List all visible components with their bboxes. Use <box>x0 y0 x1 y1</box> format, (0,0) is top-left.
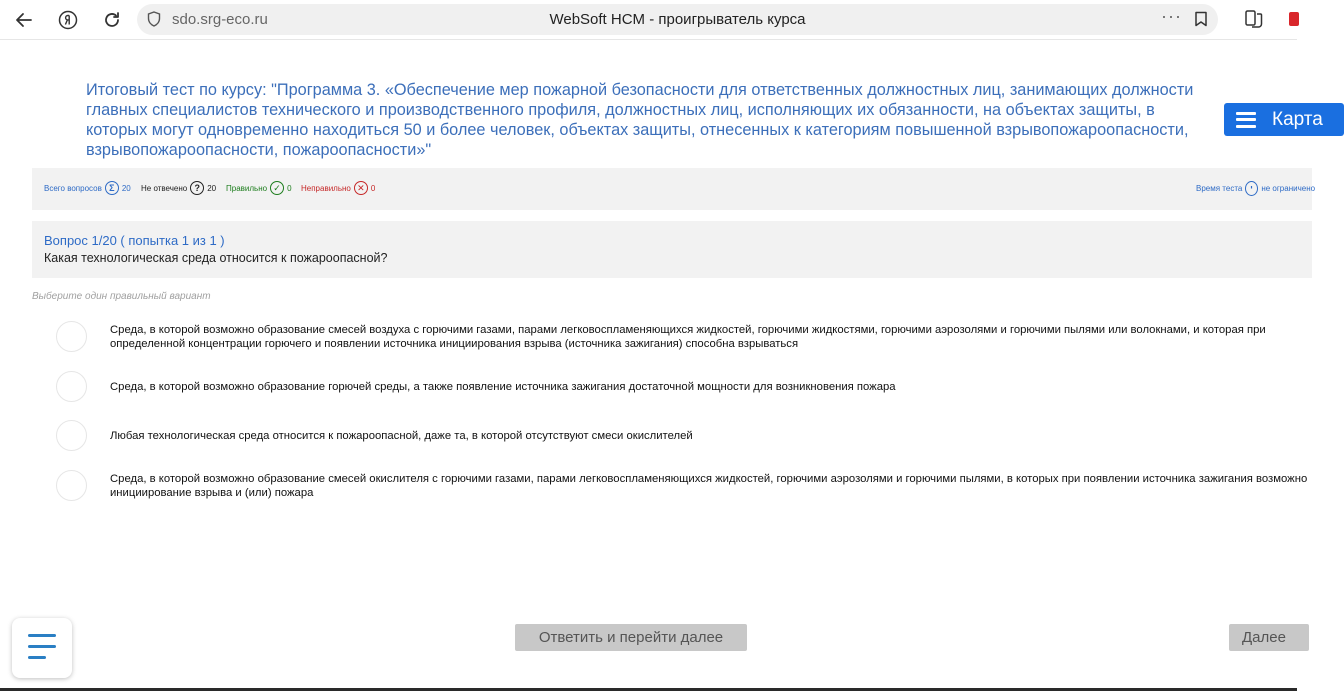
check-icon: ✓ <box>270 181 284 195</box>
extension-icon[interactable] <box>1289 12 1299 26</box>
stat-correct-value: 0 <box>287 183 292 193</box>
question-number: Вопрос 1/20 ( попытка 1 из 1 ) <box>44 233 225 248</box>
address-bar[interactable] <box>137 4 1218 35</box>
question-mark-icon: ? <box>190 181 204 195</box>
stat-correct <box>226 181 292 195</box>
answer-text-1[interactable]: Среда, в которой возможно образование смесей воздуха с горючими газами, парами легковоспламеняющихся жидкостей, горючими жидкостями, горючими аэрозолями и горючими пылями или волокнами, и которая при определенной концентрации горючего и появлении источника инициирования взрыва (источника зажигания) способна взрываться <box>110 324 1266 350</box>
question-text: Какая технологическая среда относится к пожароопасной? <box>44 251 388 265</box>
stat-total-value: 20 <box>121 183 131 193</box>
stat-time-label: Время теста <box>1196 184 1243 193</box>
answer-text-4[interactable]: Среда, в которой возможно образование смесей окислителя с горючими газами, парами легковоспламеняющихся жидкостей, горючими аэрозолями и горючими пылями, в которых при появлении источника зажигания возможно инициирование взрыва и (или) пожара <box>110 473 1308 499</box>
stat-wrong <box>301 181 375 195</box>
more-icon[interactable]: ··· <box>1161 6 1182 26</box>
stat-correct-label: Правильно <box>226 183 268 193</box>
stat-total-label: Всего вопросов <box>44 183 102 193</box>
submit-answer-button[interactable]: Ответить и перейти далее <box>515 624 747 651</box>
stat-total <box>44 181 131 195</box>
sigma-icon: Σ <box>105 181 119 195</box>
stat-time <box>1196 181 1315 196</box>
bookmark-icon[interactable] <box>1194 11 1208 32</box>
stat-wrong-label: Неправильно <box>301 183 351 193</box>
url-text: sdo.srg-eco.ru <box>172 11 268 28</box>
answer-text-3[interactable]: Любая технологическая среда относится к пожароопасной, даже та, в которой отсутствуют смеси окислителей <box>110 430 693 442</box>
browser-toolbar <box>0 0 1297 40</box>
back-arrow-icon[interactable] <box>12 8 36 32</box>
stat-time-value: не ограничено <box>1261 184 1316 193</box>
stopwatch-icon <box>1245 181 1258 196</box>
stat-unanswered-label: Не отвечено <box>141 183 188 193</box>
collections-icon[interactable] <box>1244 9 1264 34</box>
yandex-icon[interactable] <box>56 8 80 32</box>
menu-icon <box>1236 112 1256 128</box>
stat-unanswered-value: 20 <box>207 183 217 193</box>
stat-unanswered <box>141 181 216 195</box>
page-title: WebSoft HCM - проигрыватель курса <box>549 11 806 28</box>
next-button[interactable]: Далее <box>1229 624 1309 651</box>
answer-radio-1[interactable] <box>56 321 87 352</box>
question-box <box>32 221 1312 278</box>
answer-text-2[interactable]: Среда, в которой возможно образование горючей среды, а также появление источника зажигания достаточной мощности для возникновения пожара <box>110 381 896 393</box>
course-map-button[interactable] <box>1224 103 1344 136</box>
course-map-label: Карта <box>1272 108 1323 130</box>
answer-radio-3[interactable] <box>56 420 87 451</box>
stat-wrong-value: 0 <box>370 183 376 193</box>
answer-radio-4[interactable] <box>56 470 87 501</box>
answer-hint: Выберите один правильный вариант <box>32 291 211 302</box>
menu-button[interactable] <box>12 618 72 678</box>
answer-radio-2[interactable] <box>56 371 87 402</box>
test-stats-bar <box>32 168 1316 210</box>
course-title: Итоговый тест по курсу: "Программа 3. «Обеспечение мер пожарной безопасности для ответственных должностных лиц, занимающих должности главных специалистов технического и производственного профиля, должностных лиц, исполняющих их обязанности, на объектах защиты, в которых могут одновременно находиться 50 и более человек, объектах защиты, отнесенных к категориям повышенной взрывопожароопасности, взрывопожароопасности, пожароопасности»" <box>86 81 1194 159</box>
cross-icon: ✕ <box>354 181 368 195</box>
reload-icon[interactable] <box>100 8 124 32</box>
